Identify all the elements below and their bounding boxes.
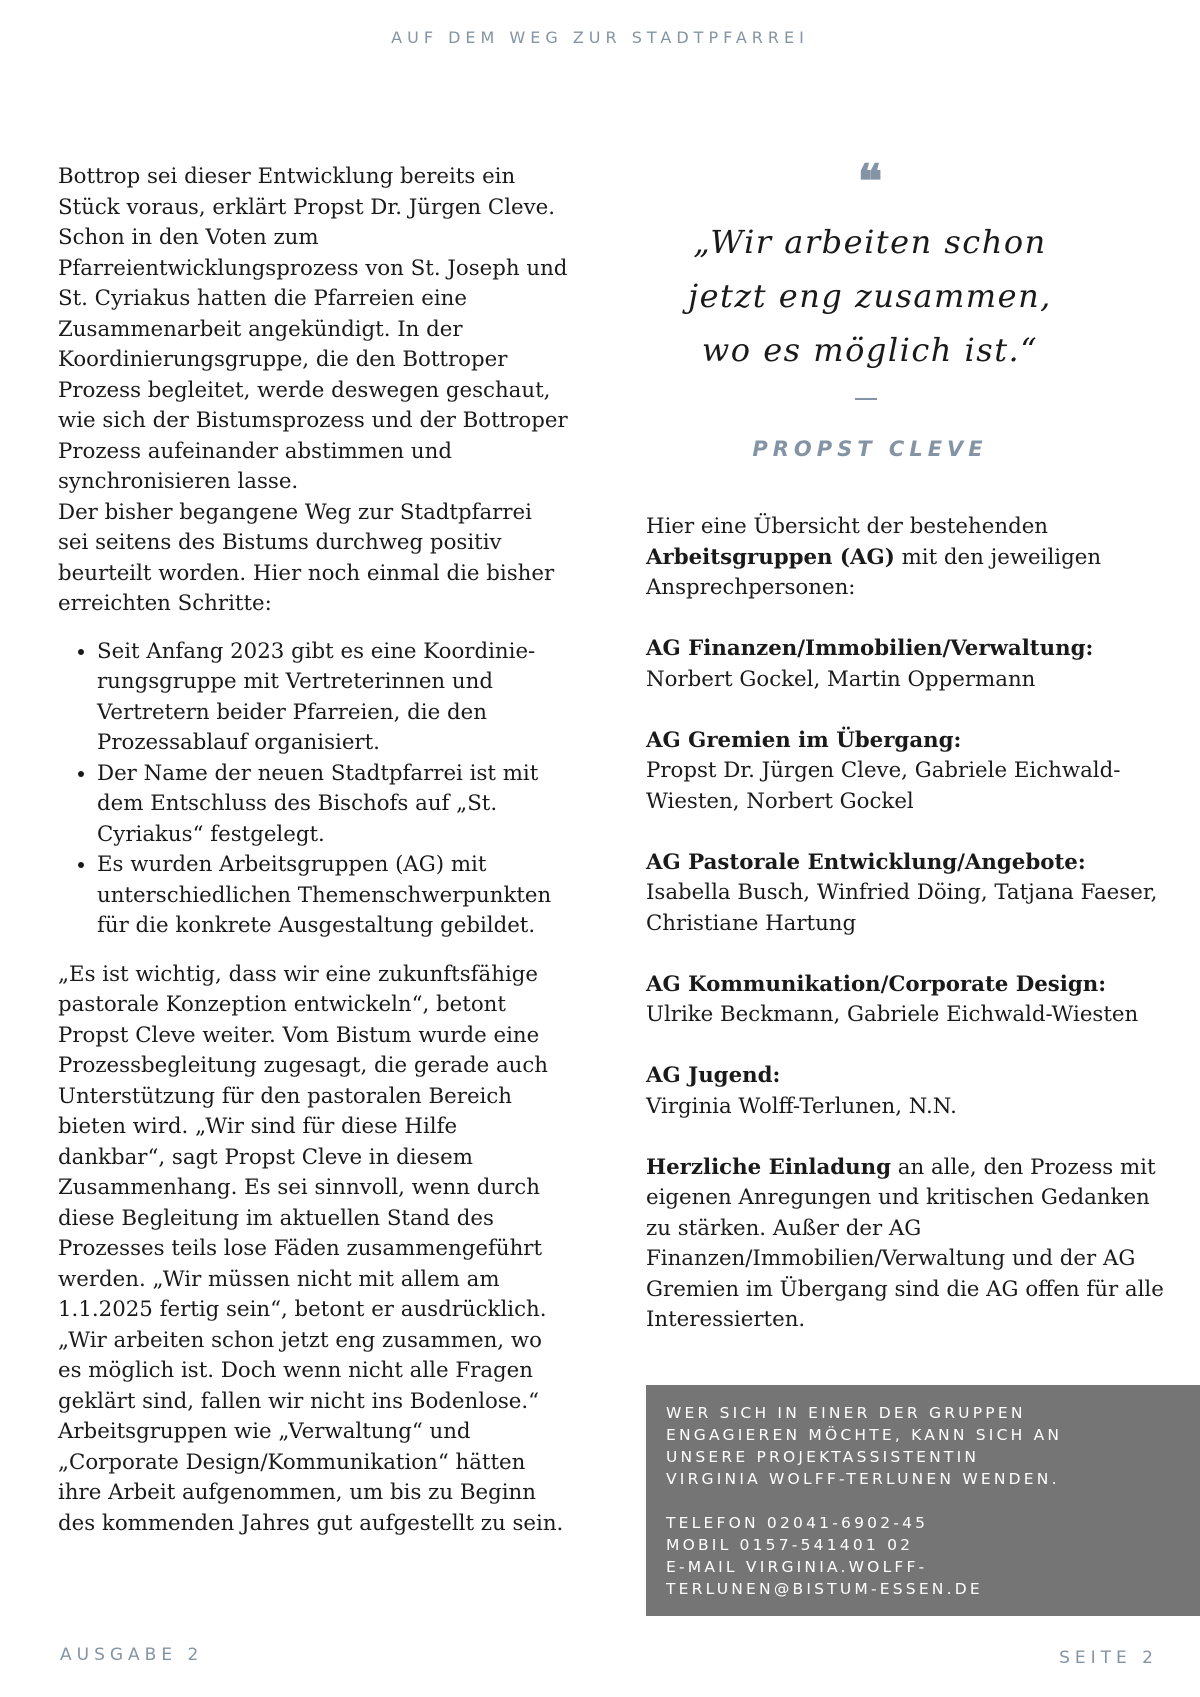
spacer bbox=[666, 1490, 1186, 1512]
quote-line: wo es möglich ist.“ bbox=[701, 331, 1039, 369]
contact-line: WER SICH IN EINER DER GRUPPEN bbox=[666, 1404, 1026, 1422]
group-members: Propst Dr. Jürgen Cleve, Gabriele Eichwald-Wiesten, Norbert Gockel bbox=[646, 758, 1121, 814]
contact-line: UNSERE PROJEKTASSISTENTIN bbox=[666, 1448, 980, 1466]
list-item: • Seit Anfang 2023 gibt es eine Koordinierungsgruppe mit Vertreterinnen und Vertretern beider Pfarreien, die den Prozessablauf organisiert. bbox=[97, 637, 568, 759]
group-entry bbox=[646, 970, 1166, 1031]
quote-line: „Wir arbeiten schon bbox=[693, 223, 1047, 261]
quote-line: jetzt eng zusammen, bbox=[688, 277, 1052, 315]
group-name: AG Finanzen/Immobilien/Verwaltung: bbox=[646, 636, 1094, 661]
invite-bold: Herzliche Einladung bbox=[646, 1154, 892, 1180]
quote-divider bbox=[855, 398, 877, 400]
group-name: AG Jugend: bbox=[646, 1063, 781, 1088]
steps-list bbox=[58, 637, 568, 942]
group-members: Virginia Wolff-Terlunen, N.N. bbox=[646, 1093, 957, 1119]
group-name: AG Kommunikation/Corporate Design: bbox=[646, 971, 1107, 997]
group-name: AG Gremien im Übergang: bbox=[646, 727, 962, 753]
group-entry bbox=[646, 726, 1166, 818]
group-entry bbox=[646, 634, 1166, 695]
contact-phone: TELEFON 02041-6902-45 bbox=[666, 1514, 929, 1532]
group-members: Norbert Gockel, Martin Oppermann bbox=[646, 666, 1036, 692]
pull-quote bbox=[640, 215, 1100, 377]
invitation bbox=[646, 1153, 1166, 1336]
group-members: Isabella Busch, Winfried Döing, Tatjana Faeser, Christiane Hartung bbox=[646, 880, 1158, 936]
intro-text: Hier eine Übersicht der bestehenden bbox=[646, 514, 1049, 539]
contact-mobile: MOBIL 0157-541401 02 bbox=[666, 1536, 914, 1554]
intro-text: mit den jeweiligen Ansprechpersonen: bbox=[646, 544, 1102, 600]
group-members: Ulrike Beckmann, Gabriele Eichwald-Wiesten bbox=[646, 1002, 1139, 1027]
contact-line: ENGAGIEREN MÖCHTE, KANN SICH AN bbox=[666, 1426, 1063, 1444]
contact-email: E-MAIL VIRGINIA.WOLFF- bbox=[666, 1558, 928, 1576]
group-entry bbox=[646, 1061, 1166, 1122]
invite-text: an alle, den Prozess mit eigenen Anregungen und kritischen Gedanken zu stärken. Außer der AG Finanzen/Immobilien/Verwaltung und der AG Gremien im Übergang sind die AG offen für alle Interessierten. bbox=[646, 1154, 1164, 1332]
list-item: • Es wurden Arbeitsgruppen (AG) mit unterschiedlichen Themenschwerpunkten für die konkrete Ausgestaltung gebildet. bbox=[97, 850, 568, 942]
quote-mark-icon: ❝ bbox=[857, 154, 883, 208]
paragraph: Bottrop sei dieser Entwicklung bereits ein Stück voraus, erklärt Propst Dr. Jürgen Cleve. Schon in den Voten zum Pfarreientwicklungsprozess von St. Joseph und St. Cyriakus hatten die Pfarreien eine Zusammenarbeit angekündigt. In der Koordinierungsgruppe, die den Bottroper Prozess begleitet, werde deswegen geschaut, wie sich der Bistumsprozess und der Bottroper Prozess aufeinander abstimmen und synchronisieren lasse. bbox=[58, 164, 568, 494]
paragraph: „Es ist wichtig, dass wir eine zukunftsfähige pastorale Konzeption entwickeln“, betont Propst Cleve weiter. Vom Bistum wurde eine Prozessbegleitung zugesagt, die gerade auch Unterstützung für den pastoralen Bereich bieten wird. „Wir sind für diese Hilfe dankbar“, sagt Propst Cleve in diesem Zusammenhang. Es sei sinnvoll, wenn durch diese Begleitung im aktuellen Stand des Prozesses teils lose Fäden zusammengeführt werden. „Wir müssen nicht mit allem am 1.1.2025 fertig sein“, betont er ausdrücklich. „Wir arbeiten schon jetzt eng zusammen, wo es möglich ist. Doch wenn nicht alle Fragen geklärt sind, fallen wir nicht ins Bodenlose.“ Arbeitsgruppen wie „Verwaltung“ und „Corporate Design/Kommunikation“ hätten ihre Arbeit aufgenommen, um bis zu Beginn des kommenden Jahres gut aufgestellt zu sein. bbox=[58, 961, 564, 1536]
groups-intro bbox=[646, 512, 1166, 604]
group-name: AG Pastorale Entwicklung/Angebote: bbox=[646, 849, 1086, 875]
contact-email: TERLUNEN@BISTUM-ESSEN.DE bbox=[666, 1580, 983, 1598]
contact-line: VIRGINIA WOLFF-TERLUNEN WENDEN. bbox=[666, 1470, 1060, 1488]
group-entry bbox=[646, 848, 1166, 940]
left-column bbox=[58, 162, 568, 1539]
page-number: SEITE 2 bbox=[1059, 1648, 1158, 1668]
issue-label: AUSGABE 2 bbox=[60, 1645, 204, 1665]
contact-box bbox=[646, 1385, 1200, 1616]
page-header: AUF DEM WEG ZUR STADTPFARREI bbox=[391, 28, 809, 47]
paragraph: Der bisher begangene Weg zur Stadtpfarrei sei seitens des Bistums durchweg positiv beurteilt worden. Hier noch einmal die bisher erreichten Schritte: bbox=[58, 499, 555, 616]
quote-author: PROPST CLEVE bbox=[752, 437, 988, 461]
intro-bold: Arbeitsgruppen (AG) bbox=[646, 544, 895, 570]
list-item: • Der Name der neuen Stadtpfarrei ist mit dem Entschluss des Bischofs auf „St. Cyriakus“ festgelegt. bbox=[97, 759, 568, 851]
right-column bbox=[646, 512, 1166, 1366]
